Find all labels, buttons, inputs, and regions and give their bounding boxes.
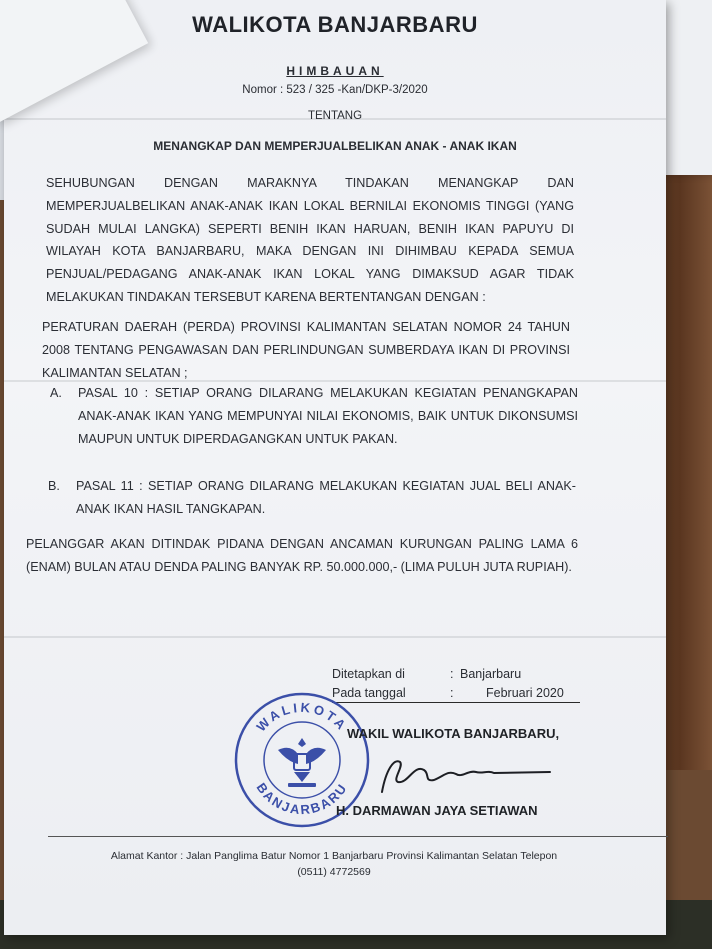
footer-divider — [48, 836, 668, 837]
signer-office: WAKIL WALIKOTA BANJARBARU, — [347, 726, 560, 741]
letter-title: WALIKOTA BANJARBARU — [192, 12, 478, 37]
letter-page — [4, 0, 666, 935]
footer-address-block — [64, 848, 604, 880]
place-value: Banjarbaru — [460, 667, 522, 681]
about-label: TENTANG — [307, 110, 363, 122]
paper-fold — [4, 636, 666, 638]
list-item-text: PASAL 11 : SETIAP ORANG DILARANG MELAKUKAN KEGIATAN JUAL BELI ANAK-ANAK IKAN HASIL TANGKAPAN. — [76, 479, 576, 516]
paragraph-regulation: PERATURAN DAERAH (PERDA) PROVINSI KALIMANTAN SELATAN NOMOR 24 TAHUN 2008 TENTANG PENGAWASAN DAN PERLINDUNGAN SUMBERDAYA IKAN DI PROVINSI KALIMANTAN SELATAN ; — [42, 320, 570, 380]
handwritten-signature — [364, 740, 564, 800]
list-item-marker: A. — [50, 386, 62, 400]
signer-name: H. DARMAWAN JAYA SETIAWAN — [336, 803, 538, 818]
letter-subject: MENANGKAP DAN MEMPERJUALBELIKAN ANAK - ANAK IKAN — [153, 139, 517, 153]
letter-type: HIMBAUAN — [286, 64, 384, 78]
garuda-emblem-icon — [278, 738, 326, 787]
paragraph-penalty: PELANGGAR AKAN DITINDAK PIDANA DENGAN ANCAMAN KURUNGAN PALING LAMA 6 (ENAM) BULAN ATAU DENDA PALING BANYAK RP. 50.000.000,- (LIMA PULUH JUTA RUPIAH). — [26, 537, 578, 574]
letter-number: Nomor : 523 / 325 -Kan/DKP-3/2020 — [242, 84, 428, 96]
place-label: Ditetapkan di — [332, 667, 405, 681]
date-label: Pada tanggal — [332, 686, 406, 700]
stamp-text-top: WALIKOTA — [253, 699, 351, 735]
list-item-text: PASAL 10 : SETIAP ORANG DILARANG MELAKUKAN KEGIATAN PENANGKAPAN ANAK-ANAK IKAN YANG MEMPUNYAI NILAI EKONOMIS, BAIK UNTUK DIKONSUMSI MAUPUN UNTUK DIPERDAGANGKAN UNTUK PAKAN. — [78, 386, 578, 446]
date-value: Februari 2020 — [486, 686, 564, 700]
stamp-text-bottom: BANJARBARU — [253, 780, 351, 818]
footer-address: Alamat Kantor : Jalan Panglima Batur Nomor 1 Banjarbaru Provinsi Kalimantan Selatan Telepon — [110, 850, 558, 862]
list-item-marker: B. — [48, 479, 60, 493]
date-colon: : — [450, 686, 454, 700]
place-colon: : — [450, 667, 454, 681]
footer-phone: (0511) 4772569 — [297, 866, 371, 878]
paragraph-intro: SEHUBUNGAN DENGAN MARAKNYA TINDAKAN MENANGKAP DAN MEMPERJUALBELIKAN ANAK-ANAK IKAN LOKAL BERNILAI EKONOMIS TINGGI (YANG SUDAH MULAI LANGKA) SEPERTI BENIH IKAN HARUAN, BENIH IKAN PAPUYU DI WILAYAH KOTA BANJARBARU, MAKA DENGAN INI DIHIMBAU KEPADA SEMUA PENJUAL/PEDAGANG ANAK-ANAK IKAN LOKAL YANG DIMAKSUD AGAR TIDAK MELAKUKAN TINDAKAN TERSEBUT KARENA BERTENTANGAN DENGAN : — [46, 176, 574, 304]
